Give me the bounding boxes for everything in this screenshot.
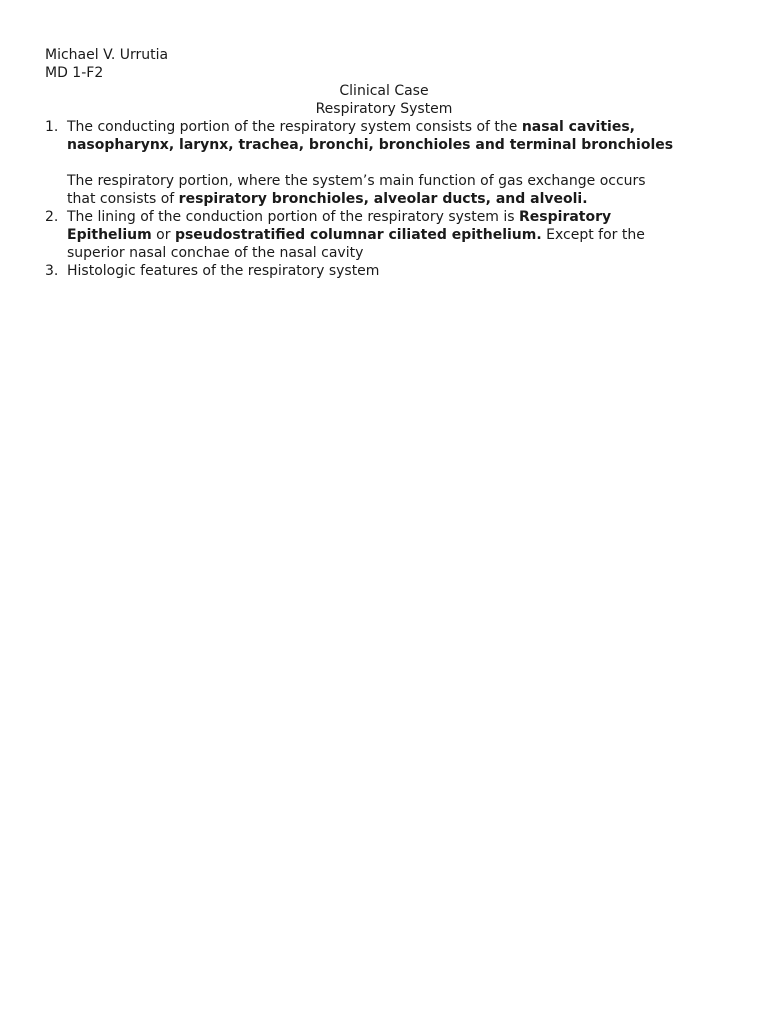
list-number: 1.: [45, 119, 59, 135]
document-body: [45, 46, 735, 280]
text-run: The respiratory portion, where the system’s main function of gas exchange occurs: [67, 173, 646, 189]
section-label: MD 1-F2: [45, 65, 104, 81]
item-2-line-2: [67, 226, 735, 244]
list-number: 3.: [45, 263, 59, 279]
list-number: 2.: [45, 209, 59, 225]
list-item-3: [45, 262, 735, 280]
author-name: Michael V. Urrutia: [45, 47, 169, 63]
bold-term: nasopharynx, larynx, trachea, bronchi, bronchioles and terminal bronchioles: [67, 137, 674, 153]
item-1-line-3: [67, 172, 735, 190]
bold-term: respiratory bronchioles, alveolar ducts, and alveoli.: [178, 191, 588, 207]
text-run: Except for the: [541, 227, 645, 243]
item-1-line-4: [67, 190, 735, 208]
title-line-2: Respiratory System: [315, 101, 453, 117]
paragraph-gap: [67, 154, 735, 172]
text-run: or: [151, 227, 175, 243]
bold-term: nasal cavities,: [521, 119, 635, 135]
item-1-line-2: [67, 136, 735, 154]
bold-term: Respiratory: [519, 209, 612, 225]
list-item-2: [45, 208, 735, 262]
bold-term: Epithelium: [67, 227, 152, 243]
text-run: that consists of: [67, 191, 179, 207]
text-run: superior nasal conchae of the nasal cavity: [67, 245, 364, 261]
item-2-line-1: [67, 208, 735, 226]
item-2-line-3: [67, 244, 735, 262]
text-run: The lining of the conduction portion of the respiratory system is: [67, 209, 520, 225]
numbered-list: [45, 118, 735, 280]
text-run: Histologic features of the respiratory system: [67, 263, 380, 279]
list-item-1: [45, 118, 735, 208]
item-1-line-1: [67, 118, 735, 136]
item-3-line-1: [67, 262, 735, 280]
title-line-1: Clinical Case: [339, 83, 429, 99]
bold-term: pseudostratified columnar ciliated epithelium.: [174, 227, 542, 243]
text-run: The conducting portion of the respiratory system consists of the: [67, 119, 522, 135]
